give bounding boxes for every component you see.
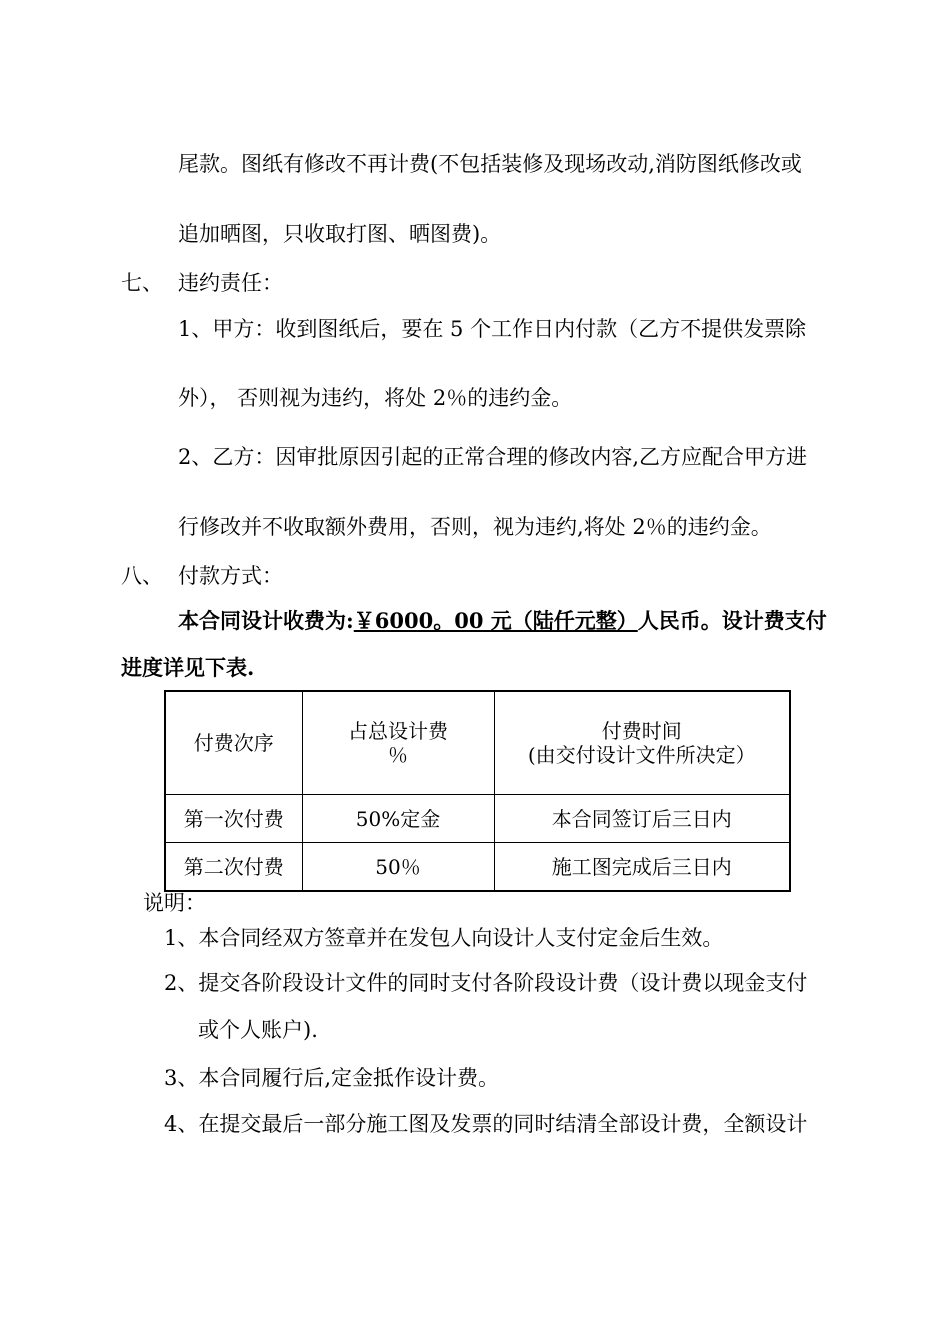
table-row — [165, 843, 790, 892]
note-item: 1、本合同经双方签章并在发包人向设计人支付定金后生效。 — [164, 926, 724, 950]
cell-time: 本合同签订后三日内 — [494, 795, 790, 843]
paragraph-line: 1、甲方：收到图纸后，要在 5 个工作日内付款（乙方不提供发票除 — [178, 317, 807, 341]
cell-percent: 50%定金 — [302, 795, 494, 843]
note-item-continued: 或个人账户). — [198, 1018, 318, 1042]
header-percent-line2: ％ — [388, 743, 408, 767]
section-number: 八、 — [121, 564, 163, 588]
cell-percent: 50％ — [302, 843, 494, 892]
header-cell-percent — [302, 691, 494, 795]
notes-title: 说明： — [143, 891, 206, 915]
note-item: 4、在提交最后一部分施工图及发票的同时结清全部设计费，全额设计 — [164, 1112, 808, 1136]
section-number: 七、 — [121, 271, 163, 295]
fee-amount: ￥6000。00 元（陆仟元整） — [353, 608, 638, 633]
note-item: 3、本合同履行后,定金抵作设计费。 — [164, 1066, 500, 1090]
cell-order: 第一次付费 — [165, 795, 302, 843]
fee-statement-continued: 进度详见下表. — [121, 655, 255, 680]
header-cell-time — [494, 691, 790, 795]
section-title: 付款方式： — [178, 564, 283, 588]
paragraph-line: 2、乙方：因审批原因引起的正常合理的修改内容,乙方应配合甲方进 — [178, 445, 808, 469]
section-title: 违约责任： — [178, 271, 283, 295]
paragraph-line: 尾款。图纸有修改不再计费(不包括装修及现场改动,消防图纸修改或 — [178, 152, 802, 176]
fee-suffix: 人民币。设计费支付 — [637, 608, 827, 633]
fee-statement — [178, 607, 827, 635]
paragraph-line: 行修改并不收取额外费用，否则，视为违约,将处 2％的违约金。 — [178, 515, 772, 539]
cell-time: 施工图完成后三日内 — [494, 843, 790, 892]
table-header-row — [165, 691, 790, 795]
fee-prefix: 本合同设计收费为: — [178, 608, 354, 633]
payment-schedule-table — [164, 690, 791, 892]
header-time-line1: 付费时间 — [601, 719, 682, 743]
note-item: 2、提交各阶段设计文件的同时支付各阶段设计费（设计费以现金支付 — [164, 971, 808, 995]
header-percent-line1: 占总设计费 — [348, 719, 448, 743]
table-row — [165, 795, 790, 843]
paragraph-line: 外）， 否则视为违约，将处 2％的违约金。 — [178, 386, 573, 410]
header-cell-order: 付费次序 — [165, 691, 302, 795]
header-time-line2: (由交付设计文件所决定） — [527, 743, 756, 767]
paragraph-line: 追加晒图，只收取打图、晒图费)。 — [178, 222, 502, 246]
cell-order: 第二次付费 — [165, 843, 302, 892]
